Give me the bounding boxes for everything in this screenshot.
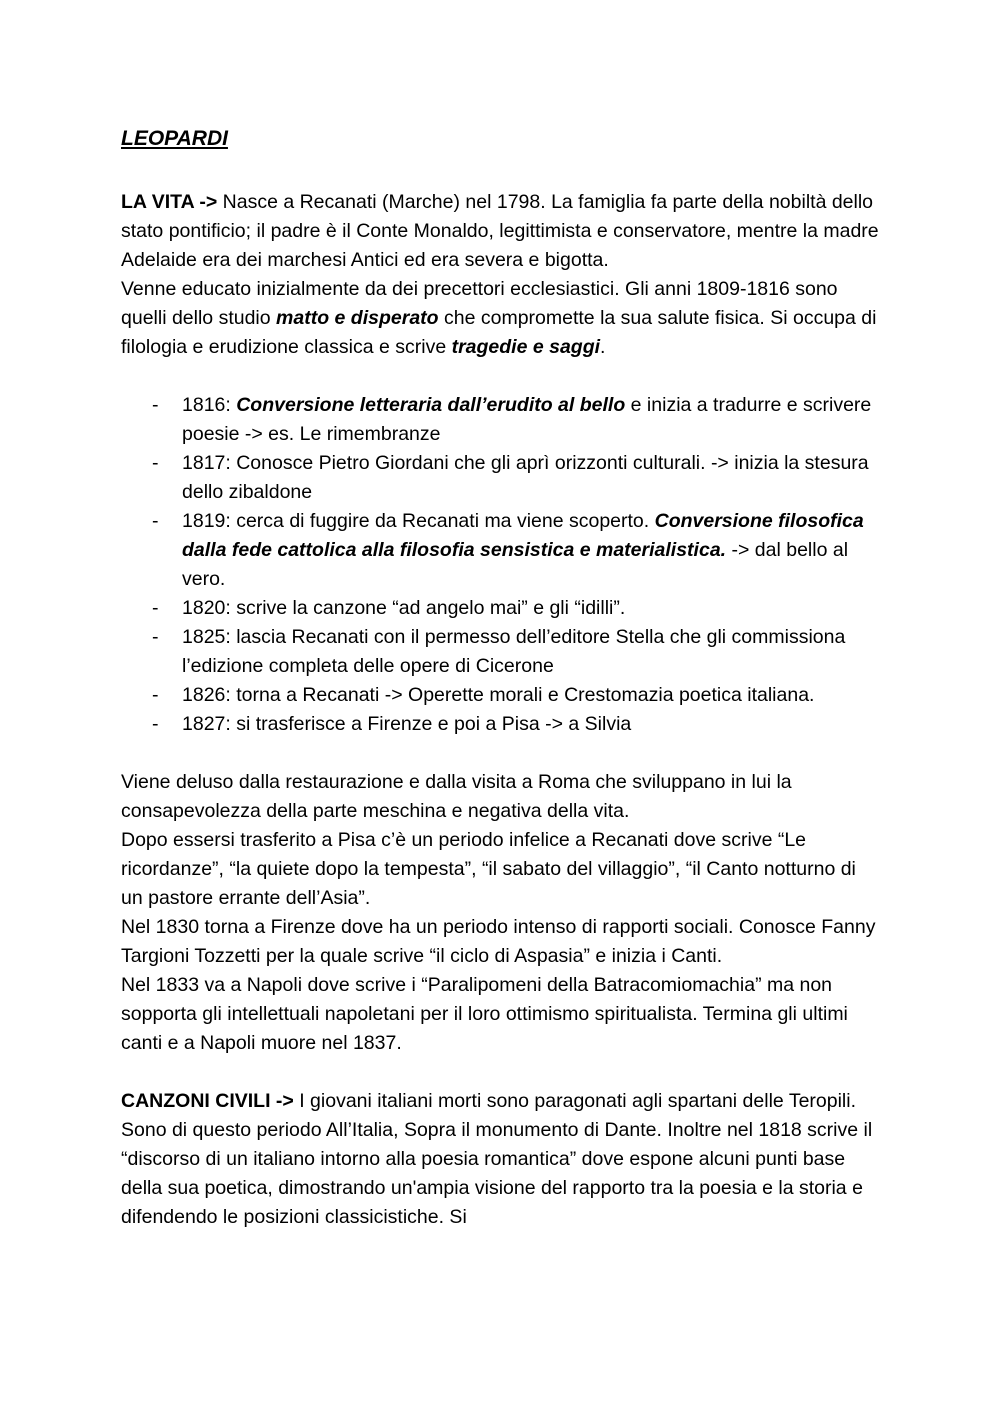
item-text-tail: e inizia a tradurre e scrivere poesie -> es. Le rimembranze	[182, 394, 872, 445]
paragraph: Nel 1833 va a Napoli dove scrive i “Paralipomeni della Batracomiomachia” ma non sopporta gli intellettuali napoletani per il loro ottimismo spiritualista. Termina gli ultimi canti e a Napoli muore nel 1837.	[121, 974, 848, 1054]
paragraph: Nel 1830 torna a Firenze dove ha un periodo intenso di rapporti sociali. Conosce Fanny Targioni Tozzetti per la quale scrive “il ciclo di Aspasia” e inizia i Canti.	[121, 916, 876, 967]
spacer	[121, 1058, 880, 1087]
paragraph: Viene deluso dalla restaurazione e dalla visita a Roma che sviluppano in lui la consapevolezza della parte meschina e negativa della vita.	[121, 771, 792, 822]
item-text: 1820: scrive la canzone “ad angelo mai” e gli “idilli”.	[182, 597, 626, 619]
vita-emphasis-2: tragedie e saggi	[451, 336, 601, 358]
list-item	[121, 681, 880, 710]
vita-paragraph-1	[121, 188, 880, 275]
vita-text-2a: Venne educato inizialmente da dei precettori ecclesiastici. Gli anni 1809-1816 sono quelli dello studio	[121, 278, 838, 329]
vita-emphasis-1: matto e disperato	[276, 307, 439, 329]
vita-text-2c: che compromette la sua salute fisica. Si occupa di filologia e erudizione classica e scrive	[121, 307, 877, 358]
canzoni-text: I giovani italiani morti sono paragonati agli spartani delle Teropili. Sono di questo periodo All’Italia, Sopra il monumento di Dante. Inoltre nel 1818 scrive il “discorso di un italiano intorno alla poesia romantica” dove espone alcuni punti base della sua poetica, dimostrando un'ampia visione del rapporto tra la poesia e la storia e difendendo le posizioni classicistiche. Si	[121, 1090, 873, 1228]
timeline-list	[121, 391, 880, 739]
spacer	[121, 362, 880, 391]
item-text: 1825: lascia Recanati con il permesso dell’editore Stella che gli commissiona l’edizione completa delle opere di Cicerone	[182, 626, 846, 677]
item-emphasis: Conversione letteraria dall’erudito al bello	[236, 394, 626, 416]
item-text-tail: -> dal bello al vero.	[182, 539, 849, 590]
item-text: 1817: Conosce Pietro Giordani che gli aprì orizzonti culturali. -> inizia la stesura dello zibaldone	[182, 452, 869, 503]
canzoni-paragraph	[121, 1087, 880, 1232]
spacer	[121, 739, 880, 768]
vita-paragraph-2	[121, 275, 880, 362]
vita-heading: LA VITA ->	[121, 191, 218, 213]
item-text: 1827: si trasferisce a Firenze e poi a Pisa -> a Silvia	[182, 713, 632, 735]
document-body	[121, 188, 880, 1232]
page-title: LEOPARDI	[121, 127, 228, 150]
paragraph: Dopo essersi trasferito a Pisa c’è un periodo infelice a Recanati dove scrive “Le ricordanze”, “la quiete dopo la tempesta”, “il sabato del villaggio”, “il Canto notturno di un pastore errante dell’Asia”.	[121, 829, 856, 909]
item-text: 1819: cerca di fuggire da Recanati ma viene scoperto.	[182, 510, 655, 532]
list-item	[121, 594, 880, 623]
item-emphasis: Conversione filosofica dalla fede cattolica alla filosofia sensistica e materialistica.	[182, 510, 864, 561]
vita-text-2e: .	[600, 336, 606, 358]
list-item	[121, 391, 880, 449]
list-item	[121, 710, 880, 739]
list-item	[121, 507, 880, 594]
item-text: 1826: torna a Recanati -> Operette morali e Crestomazia poetica italiana.	[182, 684, 815, 706]
vita-text-1: Nasce a Recanati (Marche) nel 1798. La famiglia fa parte della nobiltà dello stato pontificio; il padre è il Conte Monaldo, legittimista e conservatore, mentre la madre Adelaide era dei marchesi Antici ed era severa e bigotta.	[121, 191, 879, 271]
list-item	[121, 623, 880, 681]
list-item	[121, 449, 880, 507]
canzoni-heading: CANZONI CIVILI ->	[121, 1090, 294, 1112]
item-text: 1816:	[182, 394, 237, 416]
